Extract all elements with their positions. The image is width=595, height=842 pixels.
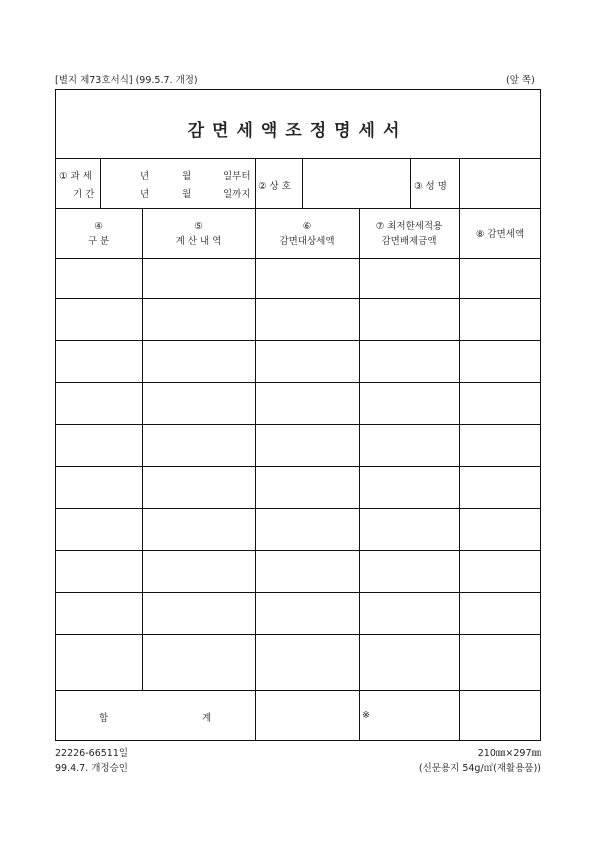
page-side-label: (앞 쪽) [506,75,535,86]
info-divider [55,208,541,209]
period-label-line2: 기 간 [73,189,95,200]
company-label: ② 상 호 [258,181,291,192]
col8-header: ⑧ 감면세액 [475,229,525,240]
col6-number: ⑥ [302,221,312,232]
form-frame [55,89,541,741]
col7-header-line1: ⑦ 최저한세적용 [375,221,443,232]
table-col-divider [255,208,256,741]
row-divider [55,592,541,593]
period-from-month[interactable]: 월 [182,171,192,182]
col5-header: 계 산 내 역 [175,236,222,247]
period-to-year[interactable]: 년 [140,189,150,200]
col7-header-line2: 감면배제금액 [381,236,437,247]
form-code: [별지 제73호서식] (99.5.7. 개정) [55,75,198,86]
period-from-year[interactable]: 년 [140,171,150,182]
row-divider [55,424,541,425]
info-col-divider [255,158,256,208]
total-divider [55,690,541,691]
approval-date: 99.4.7. 개정승인 [55,763,128,774]
row-divider [55,340,541,341]
table-col-divider [459,208,460,741]
table-col-divider [142,208,143,690]
title-divider [55,158,541,159]
form-serial-code: 22226-66511일 [55,748,129,759]
info-col-divider [100,158,101,208]
col5-number: ⑤ [194,221,203,232]
form-title: 감면세액조정명세서 [187,121,408,141]
total-note-mark: ※ [362,710,370,721]
row-divider [55,298,541,299]
info-col-divider [459,158,460,208]
info-col-divider [410,158,411,208]
info-col-divider [302,158,303,208]
total-label-2: 계 [202,713,212,724]
col4-header: 구 분 [87,236,110,247]
row-divider [55,466,541,467]
period-to-month[interactable]: 월 [182,189,192,200]
col4-number: ④ [94,221,103,232]
period-from-day[interactable]: 일부터 [223,171,251,182]
period-label-line1: ① 과 세 [59,171,92,182]
col6-header: 감면대상세액 [279,236,335,247]
table-col-divider [359,208,360,741]
row-divider [55,634,541,635]
paper-spec: (신문용지 54g/㎡(재활용품)) [418,763,541,774]
row-divider [55,508,541,509]
name-label: ③ 성 명 [414,181,447,192]
paper-size: 210㎜×297㎜ [477,748,541,759]
period-to-day[interactable]: 일까지 [223,189,251,200]
total-label-1: 합 [99,713,109,724]
row-divider [55,550,541,551]
row-divider [55,382,541,383]
header-divider [55,258,541,259]
